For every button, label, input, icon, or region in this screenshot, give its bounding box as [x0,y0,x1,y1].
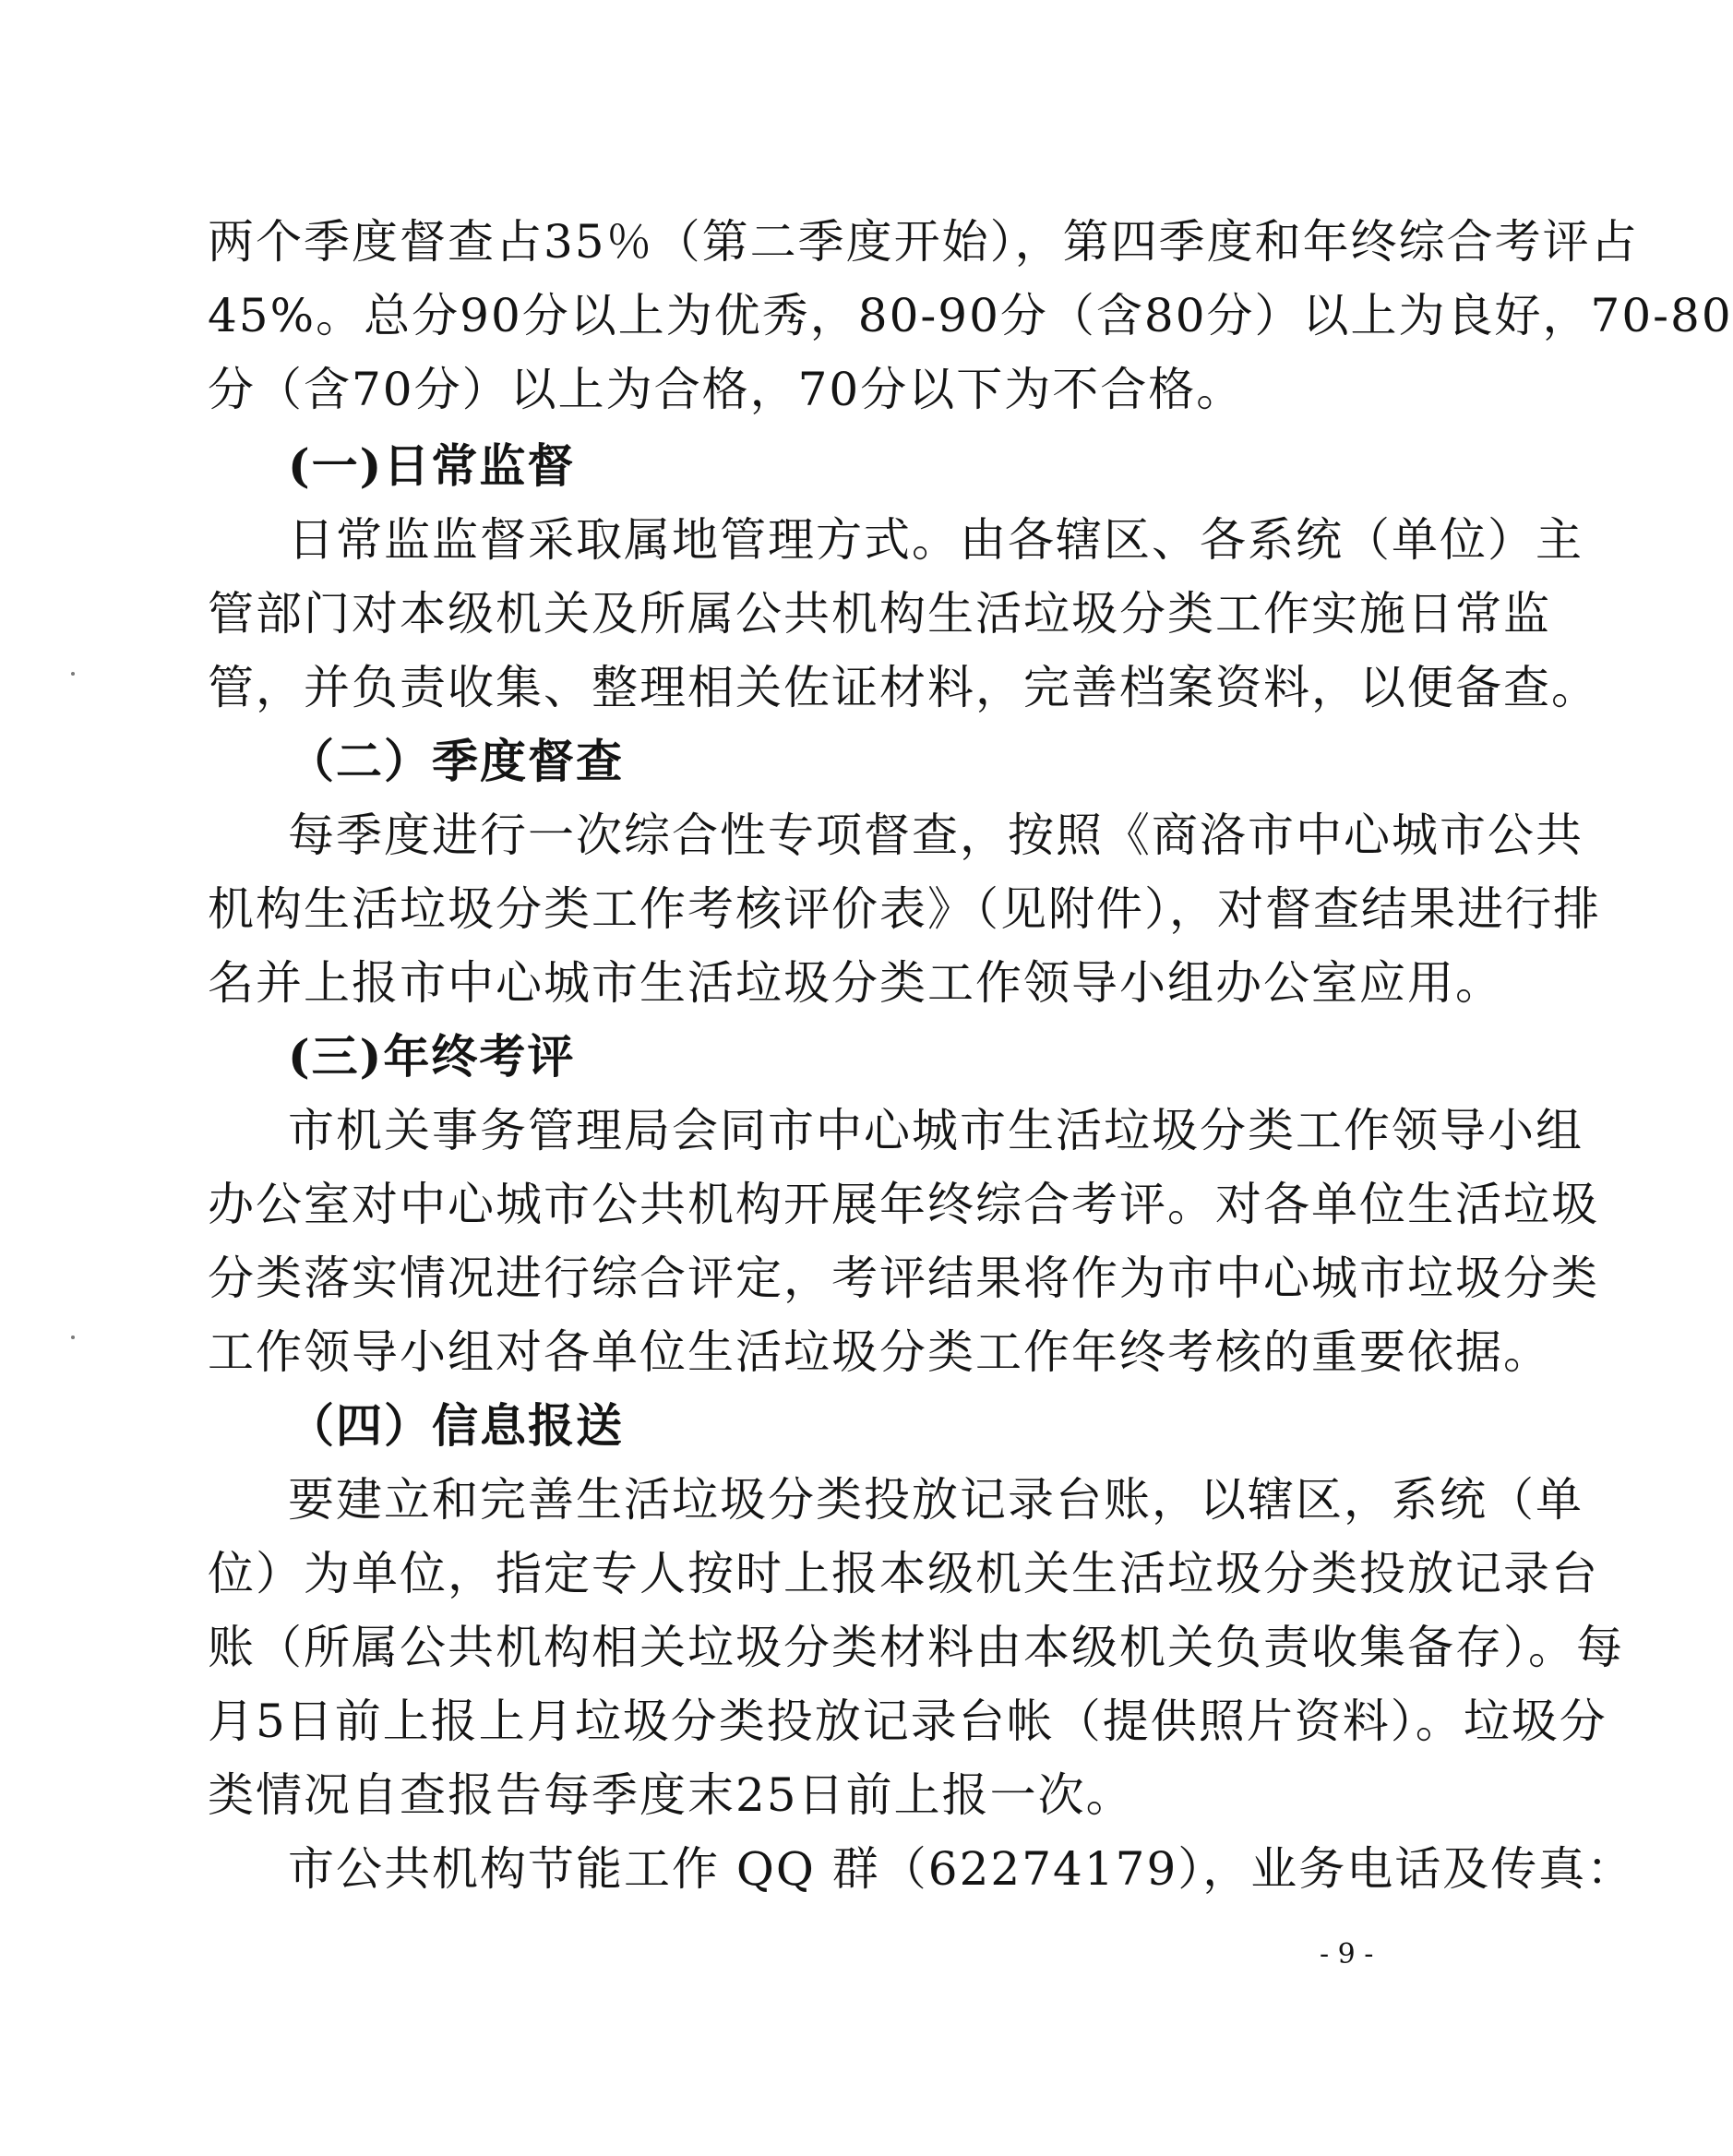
section-2-line-1: 每季度进行一次综合性专项督查，按照《商洛市中心城市公共 [288,808,1584,862]
section-3-line-1: 市机关事务管理局会同市中心城市生活垃圾分类工作领导小组 [288,1104,1584,1157]
section-heading-daily-supervision: (一)日常监督 [288,438,576,493]
page-number: - 9 - [1320,1938,1374,1970]
section-4-line-5: 类情况自查报告每季度末25日前上报一次。 [208,1768,1134,1822]
section-heading-annual-evaluation: (三)年终考评 [288,1029,576,1084]
section-1-line-3: 管，并负责收集、整理相关佐证材料，完善档案资料，以便备查。 [208,661,1599,714]
section-3-line-4: 工作领导小组对各单位生活垃圾分类工作年终考核的重要依据。 [208,1325,1551,1379]
intro-line-3: 分（含70分）以上为合格，70分以下为不合格。 [208,363,1245,416]
section-3-line-3: 分类落实情况进行综合评定，考评结果将作为市中心城市垃圾分类 [208,1252,1599,1305]
section-heading-information-reporting: （四）信息报送 [288,1398,624,1453]
margin-mark [71,1336,75,1339]
margin-mark [71,672,75,676]
section-4-line-4: 月5日前上报上月垃圾分类投放记录台帐（提供照片资料）。垃圾分 [208,1695,1608,1748]
section-2-line-3: 名并上报市中心城市生活垃圾分类工作领导小组办公室应用。 [208,956,1503,1010]
section-4-line-1: 要建立和完善生活垃圾分类投放记录台账，以辖区，系统（单 [288,1473,1584,1527]
section-1-line-1: 日常监监督采取属地管理方式。由各辖区、各系统（单位）主 [288,513,1584,567]
section-1-line-2: 管部门对本级机关及所属公共机构生活垃圾分类工作实施日常监 [208,587,1551,641]
section-3-line-2: 办公室对中心城市公共机构开展年终综合考评。对各单位生活垃圾 [208,1178,1599,1231]
closing-line: 市公共机构节能工作 QQ 群（62274179），业务电话及传真： [288,1842,1635,1896]
section-4-line-2: 位）为单位，指定专人按时上报本级机关生活垃圾分类投放记录台 [208,1547,1599,1600]
intro-line-1: 两个季度督查占35％（第二季度开始），第四季度和年终综合考评占 [208,215,1639,269]
intro-line-2: 45%。总分90分以上为优秀，80-90分（含80分）以上为良好，70-80 [208,289,1733,342]
section-4-line-3: 账（所属公共机构相关垃圾分类材料由本级机关负责收集备存）。每 [208,1621,1624,1674]
section-heading-quarterly-inspection: （二）季度督查 [288,734,624,788]
section-2-line-2: 机构生活垃圾分类工作考核评价表》（见附件），对督查结果进行排 [208,882,1601,936]
